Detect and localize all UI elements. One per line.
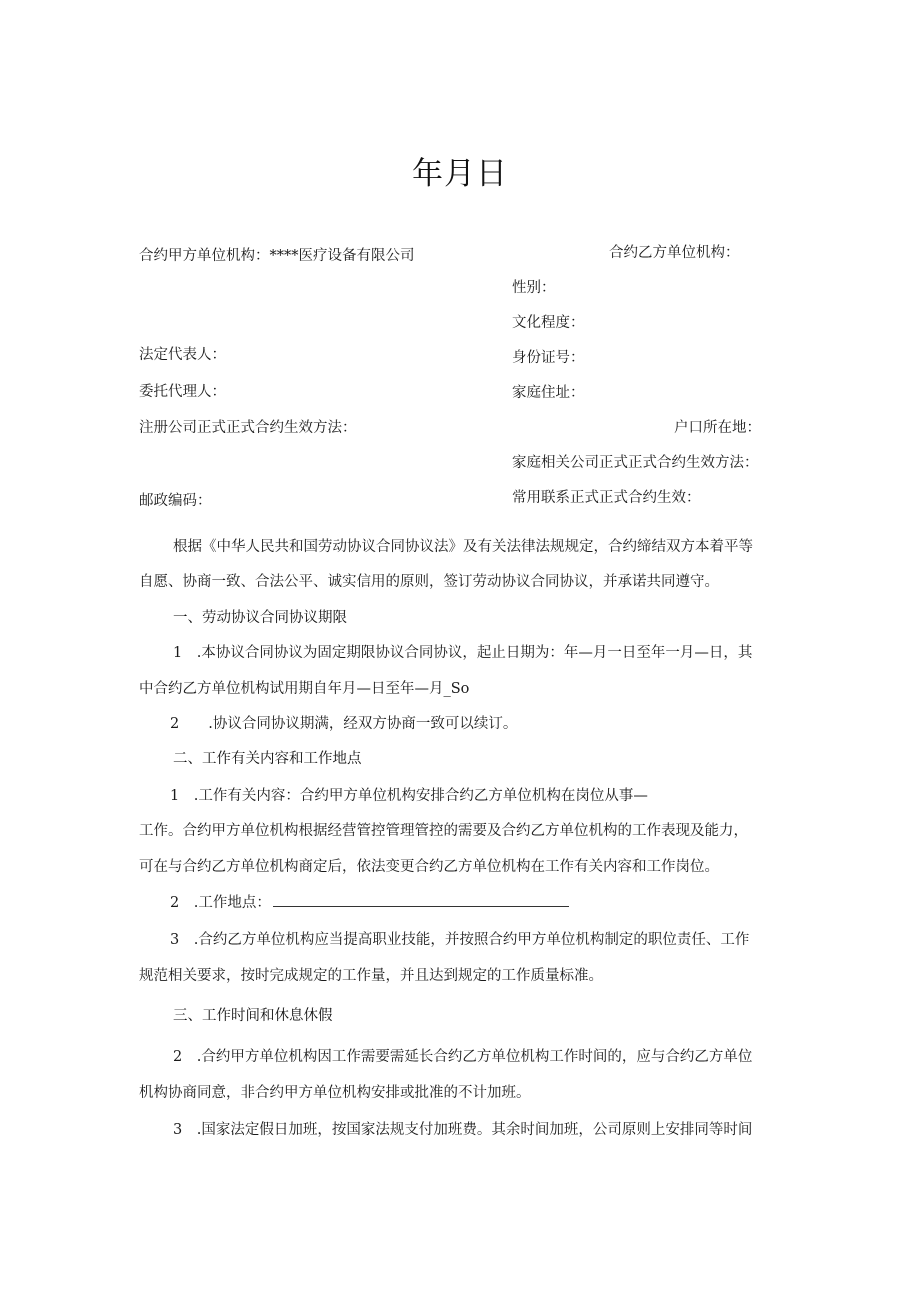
id-number-label: 身份证号： [512, 350, 585, 366]
family-contact-label: 家庭相关公司正式正式合约生效方法： [512, 455, 759, 471]
section-3-item-3-line-1: 3 .国家法定假日加班，按国家法规支付加班费。其余时间加班，公司原则上安排同等时间 [173, 1122, 753, 1138]
section-1-item-2: 2 .协议合同协议期满，经双方协商一致可以续订。 [170, 716, 518, 732]
section-3-item-2-line-1: 2 .合约甲方单位机构因工作需要需延长合约乙方单位机构工作时间的，应与合约乙方单位 [173, 1049, 753, 1065]
common-contact-label: 常用联系正式正式合约生效： [512, 490, 701, 506]
legal-representative-label: 法定代表人： [139, 347, 226, 363]
section-3-item-2-line-2: 机构协商同意，非合约甲方单位机构安排或批准的不计加班。 [139, 1085, 531, 1101]
agent-label: 委托代理人： [139, 384, 226, 400]
party-b-label: 合约乙方单位机构： [609, 245, 740, 261]
intro-line-1: 根据《中华人民共和国劳动协议合同协议法》及有关法律法规规定，合约缔结双方本着平等 [173, 539, 753, 555]
section-2-item-1-line-2: 工作。合约甲方单位机构根据经营管控管理管控的需要及合约乙方单位机构的工作表现及能力， [139, 823, 748, 839]
postcode-label: 邮政编码： [139, 493, 212, 509]
work-location-label: 2 .工作地点： [170, 895, 271, 911]
work-location-blank [273, 894, 569, 907]
document-title: 年月日 [412, 156, 508, 192]
section-2-item-2 [170, 893, 569, 913]
registered-contact-label: 注册公司正式正式合约生效方法： [139, 420, 357, 436]
section-1-item-1-line-1: 1 .本协议合同协议为固定期限协议合同协议，起止日期为：年—月一日至年一月—日，其 [173, 645, 753, 661]
section-2-heading: 二、工作有关内容和工作地点 [173, 751, 362, 767]
section-1-item-1-line-2: 中合约乙方单位机构试用期自年月—日至年—月_So [139, 681, 470, 697]
section-2-item-3-line-1: 3 .合约乙方单位机构应当提高职业技能，并按照合约甲方单位机构制定的职位责任、工作 [170, 932, 750, 948]
section-2-item-1-line-3: 可在与合约乙方单位机构商定后，依法变更合约乙方单位机构在工作有关内容和工作岗位。 [139, 859, 719, 875]
hukou-label: 户口所在地： [674, 420, 761, 436]
home-address-label: 家庭住址： [512, 385, 585, 401]
party-a-label: 合约甲方单位机构：****医疗设备有限公司 [139, 248, 415, 264]
section-3-heading: 三、工作时间和休息休假 [173, 1008, 333, 1024]
section-2-item-1-line-1: 1 .工作有关内容：合约甲方单位机构安排合约乙方单位机构在岗位从事— [170, 788, 648, 804]
section-2-item-3-line-2: 规范相关要求，按时完成规定的工作量，并且达到规定的工作质量标准。 [139, 968, 603, 984]
gender-label: 性别： [512, 280, 556, 296]
section-1-heading: 一、劳动协议合同协议期限 [173, 610, 347, 626]
education-label: 文化程度： [512, 315, 585, 331]
intro-line-2: 自愿、协商一致、合法公平、诚实信用的原则，签订劳动协议合同协议，并承诺共同遵守。 [139, 574, 719, 590]
